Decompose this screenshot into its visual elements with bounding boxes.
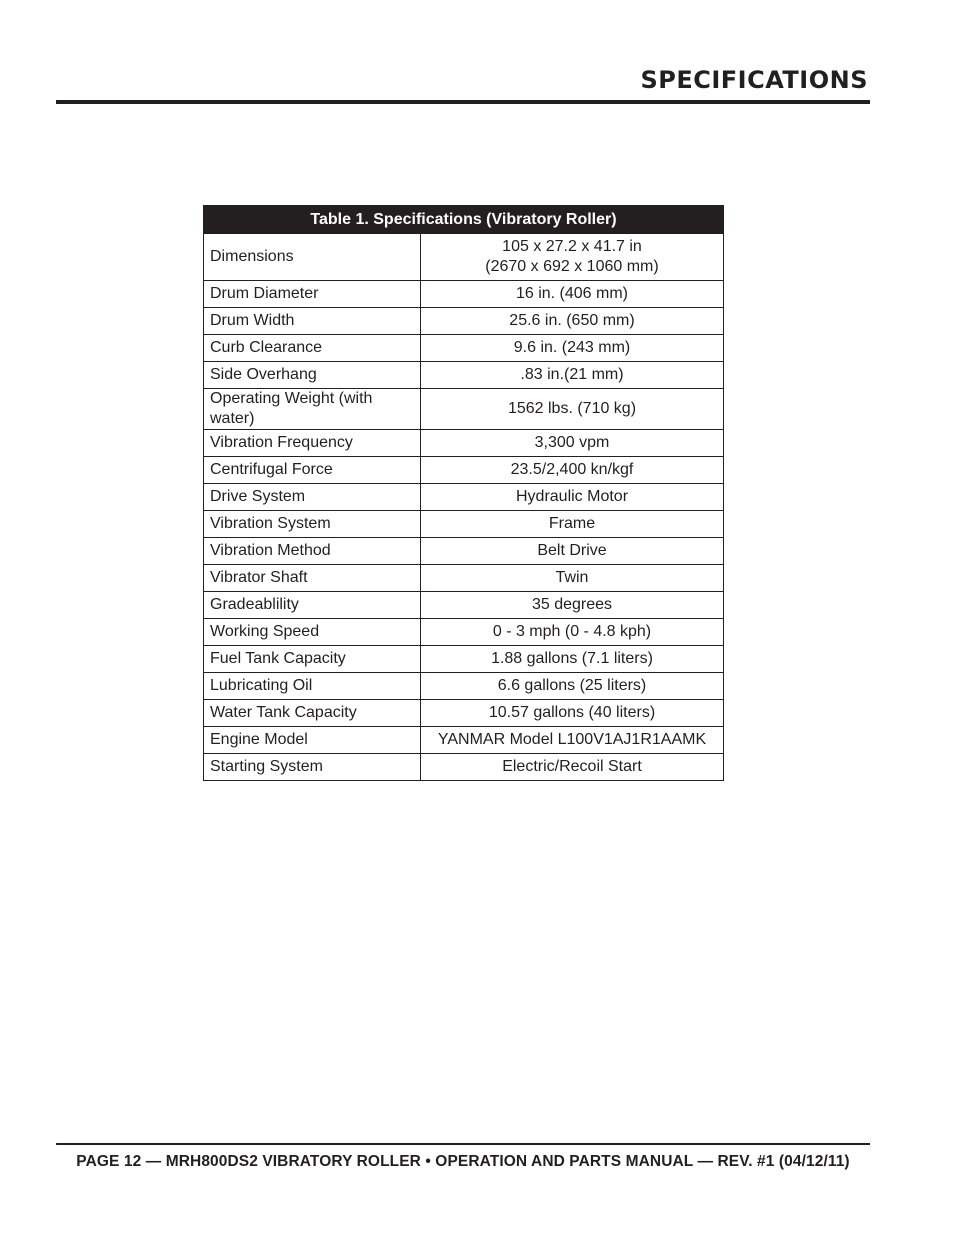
- spec-value: [421, 234, 724, 281]
- spec-value: 9.6 in. (243 mm): [421, 335, 724, 362]
- spec-value-line: (2670 x 692 x 1060 mm): [485, 258, 659, 275]
- specifications-table: [203, 205, 724, 781]
- spec-value: 10.57 gallons (40 liters): [421, 700, 724, 727]
- table-row: [204, 592, 724, 619]
- table-row: [204, 619, 724, 646]
- spec-label: Centrifugal Force: [204, 457, 421, 484]
- spec-label: Engine Model: [204, 727, 421, 754]
- footer-divider: [56, 1143, 870, 1145]
- spec-value: 3,300 vpm: [421, 430, 724, 457]
- spec-value: 23.5/2,400 kn/kgf: [421, 457, 724, 484]
- spec-label: Vibration Method: [204, 538, 421, 565]
- spec-value: Hydraulic Motor: [421, 484, 724, 511]
- spec-value: 35 degrees: [421, 592, 724, 619]
- spec-label: Vibration Frequency: [204, 430, 421, 457]
- spec-value: 0 - 3 mph (0 - 4.8 kph): [421, 619, 724, 646]
- spec-value: 1.88 gallons (7.1 liters): [421, 646, 724, 673]
- table-caption: Table 1. Specifications (Vibratory Roller): [204, 206, 724, 234]
- table-row: [204, 538, 724, 565]
- spec-value: 16 in. (406 mm): [421, 281, 724, 308]
- spec-value-line: 105 x 27.2 x 41.7 in: [502, 238, 642, 255]
- spec-value: YANMAR Model L100V1AJ1R1AAMK: [421, 727, 724, 754]
- table-row: [204, 389, 724, 430]
- table-row: [204, 565, 724, 592]
- page-title: SPECIFICATIONS: [640, 66, 868, 94]
- spec-label: Curb Clearance: [204, 335, 421, 362]
- spec-value: 25.6 in. (650 mm): [421, 308, 724, 335]
- spec-label: Drum Width: [204, 308, 421, 335]
- spec-value: 6.6 gallons (25 liters): [421, 673, 724, 700]
- spec-value: 1562 lbs. (710 kg): [421, 389, 724, 430]
- spec-value: Frame: [421, 511, 724, 538]
- table-row: [204, 700, 724, 727]
- spec-label: Gradeablility: [204, 592, 421, 619]
- spec-label: Fuel Tank Capacity: [204, 646, 421, 673]
- spec-label: Water Tank Capacity: [204, 700, 421, 727]
- spec-label: Starting System: [204, 754, 421, 781]
- table-row: [204, 511, 724, 538]
- table-row: [204, 308, 724, 335]
- header-divider: [56, 100, 870, 104]
- spec-label: Drive System: [204, 484, 421, 511]
- spec-label: Lubricating Oil: [204, 673, 421, 700]
- spec-label: Operating Weight (with water): [204, 389, 421, 430]
- table-row: [204, 281, 724, 308]
- spec-value: Electric/Recoil Start: [421, 754, 724, 781]
- page-footer: PAGE 12 — MRH800DS2 VIBRATORY ROLLER • OPERATION AND PARTS MANUAL — REV. #1 (04/12/11): [76, 1153, 850, 1170]
- table-caption-row: [204, 206, 724, 234]
- spec-label: Working Speed: [204, 619, 421, 646]
- table-row: [204, 673, 724, 700]
- table-row: [204, 457, 724, 484]
- spec-label: Dimensions: [204, 234, 421, 281]
- spec-label: Side Overhang: [204, 362, 421, 389]
- spec-label: Vibrator Shaft: [204, 565, 421, 592]
- spec-value: Belt Drive: [421, 538, 724, 565]
- table-row-dimensions: [204, 234, 724, 281]
- table-row: [204, 754, 724, 781]
- table-row: [204, 335, 724, 362]
- table-row: [204, 646, 724, 673]
- spec-label: Drum Diameter: [204, 281, 421, 308]
- spec-value: .83 in.(21 mm): [421, 362, 724, 389]
- table-row: [204, 727, 724, 754]
- spec-value: Twin: [421, 565, 724, 592]
- table-row: [204, 362, 724, 389]
- table-row: [204, 484, 724, 511]
- table-row: [204, 430, 724, 457]
- spec-label: Vibration System: [204, 511, 421, 538]
